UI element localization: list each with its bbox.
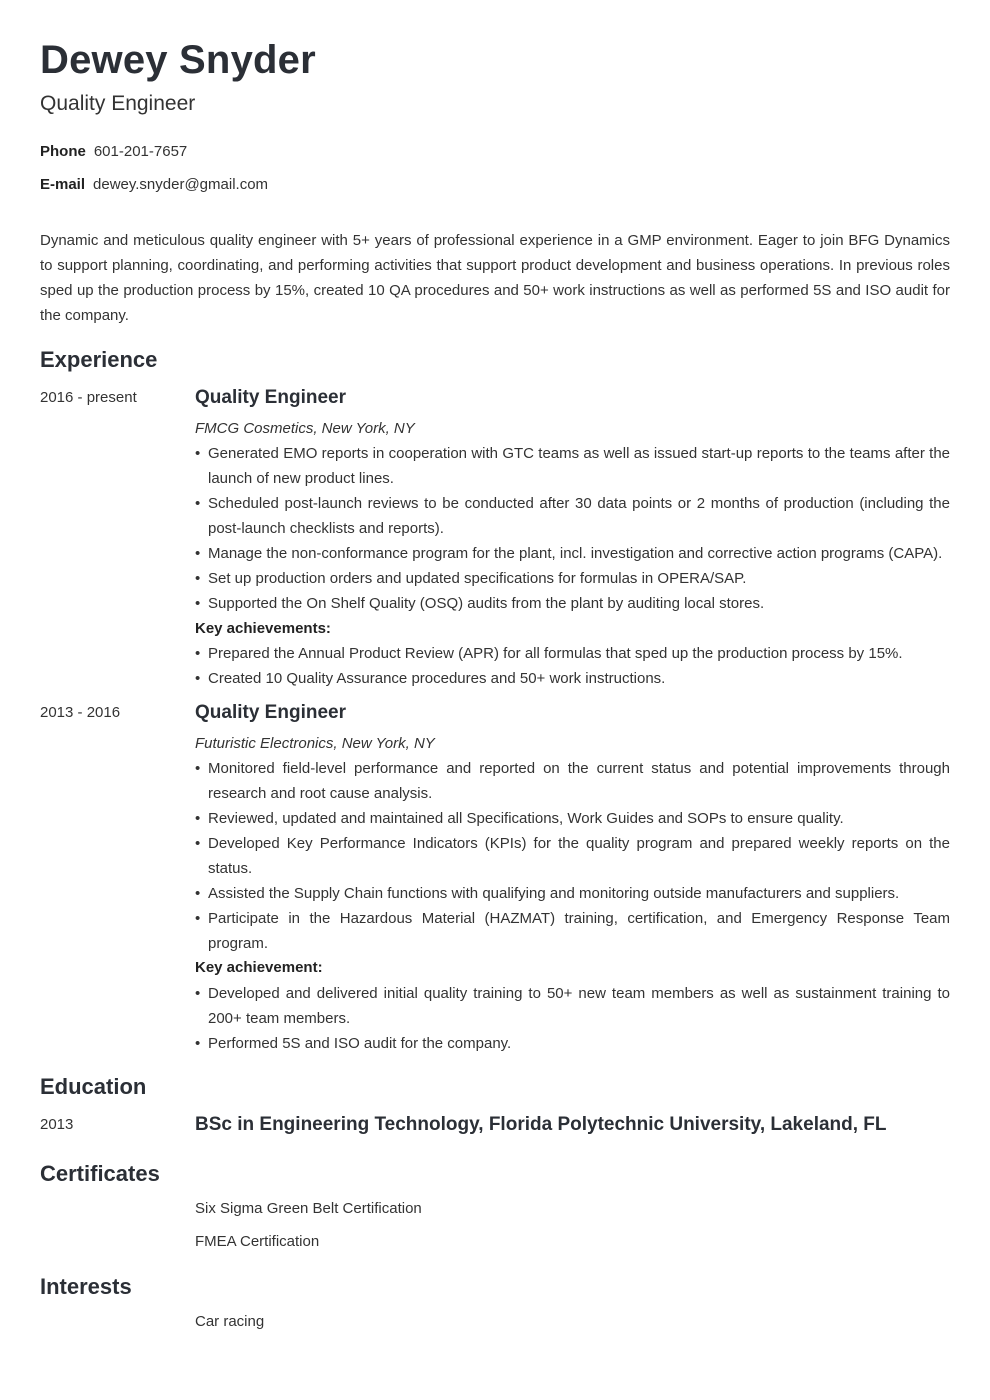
list-item: • Supported the On Shelf Quality (OSQ) audits from the plant by auditing local stores. [195, 591, 950, 616]
certificate-item: FMEA Certification [195, 1233, 320, 1250]
experience-dates: 2016 - present [40, 389, 137, 406]
section-title-certificates: Certificates [40, 1161, 160, 1186]
candidate-title: Quality Engineer [40, 92, 196, 115]
section-title-education: Education [40, 1074, 147, 1099]
candidate-name: Dewey Snyder [40, 38, 316, 82]
company-location: FMCG Cosmetics, New York, NY [195, 420, 415, 437]
email-label: E-mail [40, 176, 86, 193]
job-title: Quality Engineer [195, 702, 346, 723]
phone-label: Phone [40, 143, 86, 160]
achievements-label: Key achievement: [195, 959, 323, 976]
experience-body [195, 702, 950, 1056]
list-item: • Assisted the Supply Chain functions with qualifying and monitoring outside manufacturers and suppliers. [195, 881, 950, 906]
responsibility-list [195, 441, 950, 616]
achievement-list [195, 981, 950, 1056]
job-title: Quality Engineer [195, 387, 346, 408]
list-item: • Set up production orders and updated specifications for formulas in OPERA/SAP. [195, 566, 950, 591]
list-item: • Developed and delivered initial quality training to 50+ new team members as well as sustainment training to 200+ team members. [195, 981, 950, 1031]
phone-value: 601-201-7657 [93, 143, 188, 160]
responsibility-list [195, 756, 950, 956]
achievements-label: Key achievements: [195, 620, 331, 637]
list-item: • Generated EMO reports in cooperation with GTC teams as well as issued start-up reports to the teams after the launch of new product lines. [195, 441, 950, 491]
education-body [195, 1114, 950, 1136]
list-item: • Manage the non-conformance program for the plant, incl. investigation and corrective action programs (CAPA). [195, 541, 950, 566]
experience-dates: 2013 - 2016 [40, 704, 121, 721]
list-item: • Prepared the Annual Product Review (APR) for all formulas that sped up the production process by 15%. [195, 641, 950, 666]
list-item: • Created 10 Quality Assurance procedures and 50+ work instructions. [195, 666, 950, 691]
contact-email-row [40, 175, 268, 195]
company-location: Futuristic Electronics, New York, NY [195, 735, 435, 752]
list-item: • Scheduled post-launch reviews to be conducted after 30 data points or 2 months of production (including the post-launch checklists and reports). [195, 491, 950, 541]
experience-body [195, 387, 950, 691]
education-year: 2013 [40, 1116, 74, 1133]
list-item: • Reviewed, updated and maintained all Specifications, Work Guides and SOPs to ensure quality. [195, 806, 950, 831]
section-title-interests: Interests [40, 1274, 132, 1299]
contact-phone-row [40, 142, 187, 162]
degree-title: BSc in Engineering Technology, Florida Polytechnic University, Lakeland, FL [195, 1114, 887, 1135]
list-item: • Monitored field-level performance and reported on the current status and potential improvements through research and root cause analysis. [195, 756, 950, 806]
certificate-item: Six Sigma Green Belt Certification [195, 1200, 422, 1217]
list-item: • Participate in the Hazardous Material (HAZMAT) training, certification, and Emergency Response Team program. [195, 906, 950, 956]
section-title-experience: Experience [40, 347, 158, 372]
interest-item: Car racing [195, 1313, 265, 1330]
achievement-list [195, 641, 950, 691]
list-item: • Developed Key Performance Indicators (KPIs) for the quality program and prepared weekly reports on the status. [195, 831, 950, 881]
professional-summary: Dynamic and meticulous quality engineer with 5+ years of professional experience in a GMP environment. Eager to join BFG Dynamics to support planning, coordinating, and performing activities that support product development and business operations. In previous roles sped up the production process by 15%, created 10 QA procedures and 50+ work instructions as well as performed 5S and ISO audit for the company. [40, 232, 950, 324]
email-value[interactable]: dewey.snyder@gmail.com [93, 176, 269, 193]
list-item: • Performed 5S and ISO audit for the company. [195, 1031, 950, 1056]
